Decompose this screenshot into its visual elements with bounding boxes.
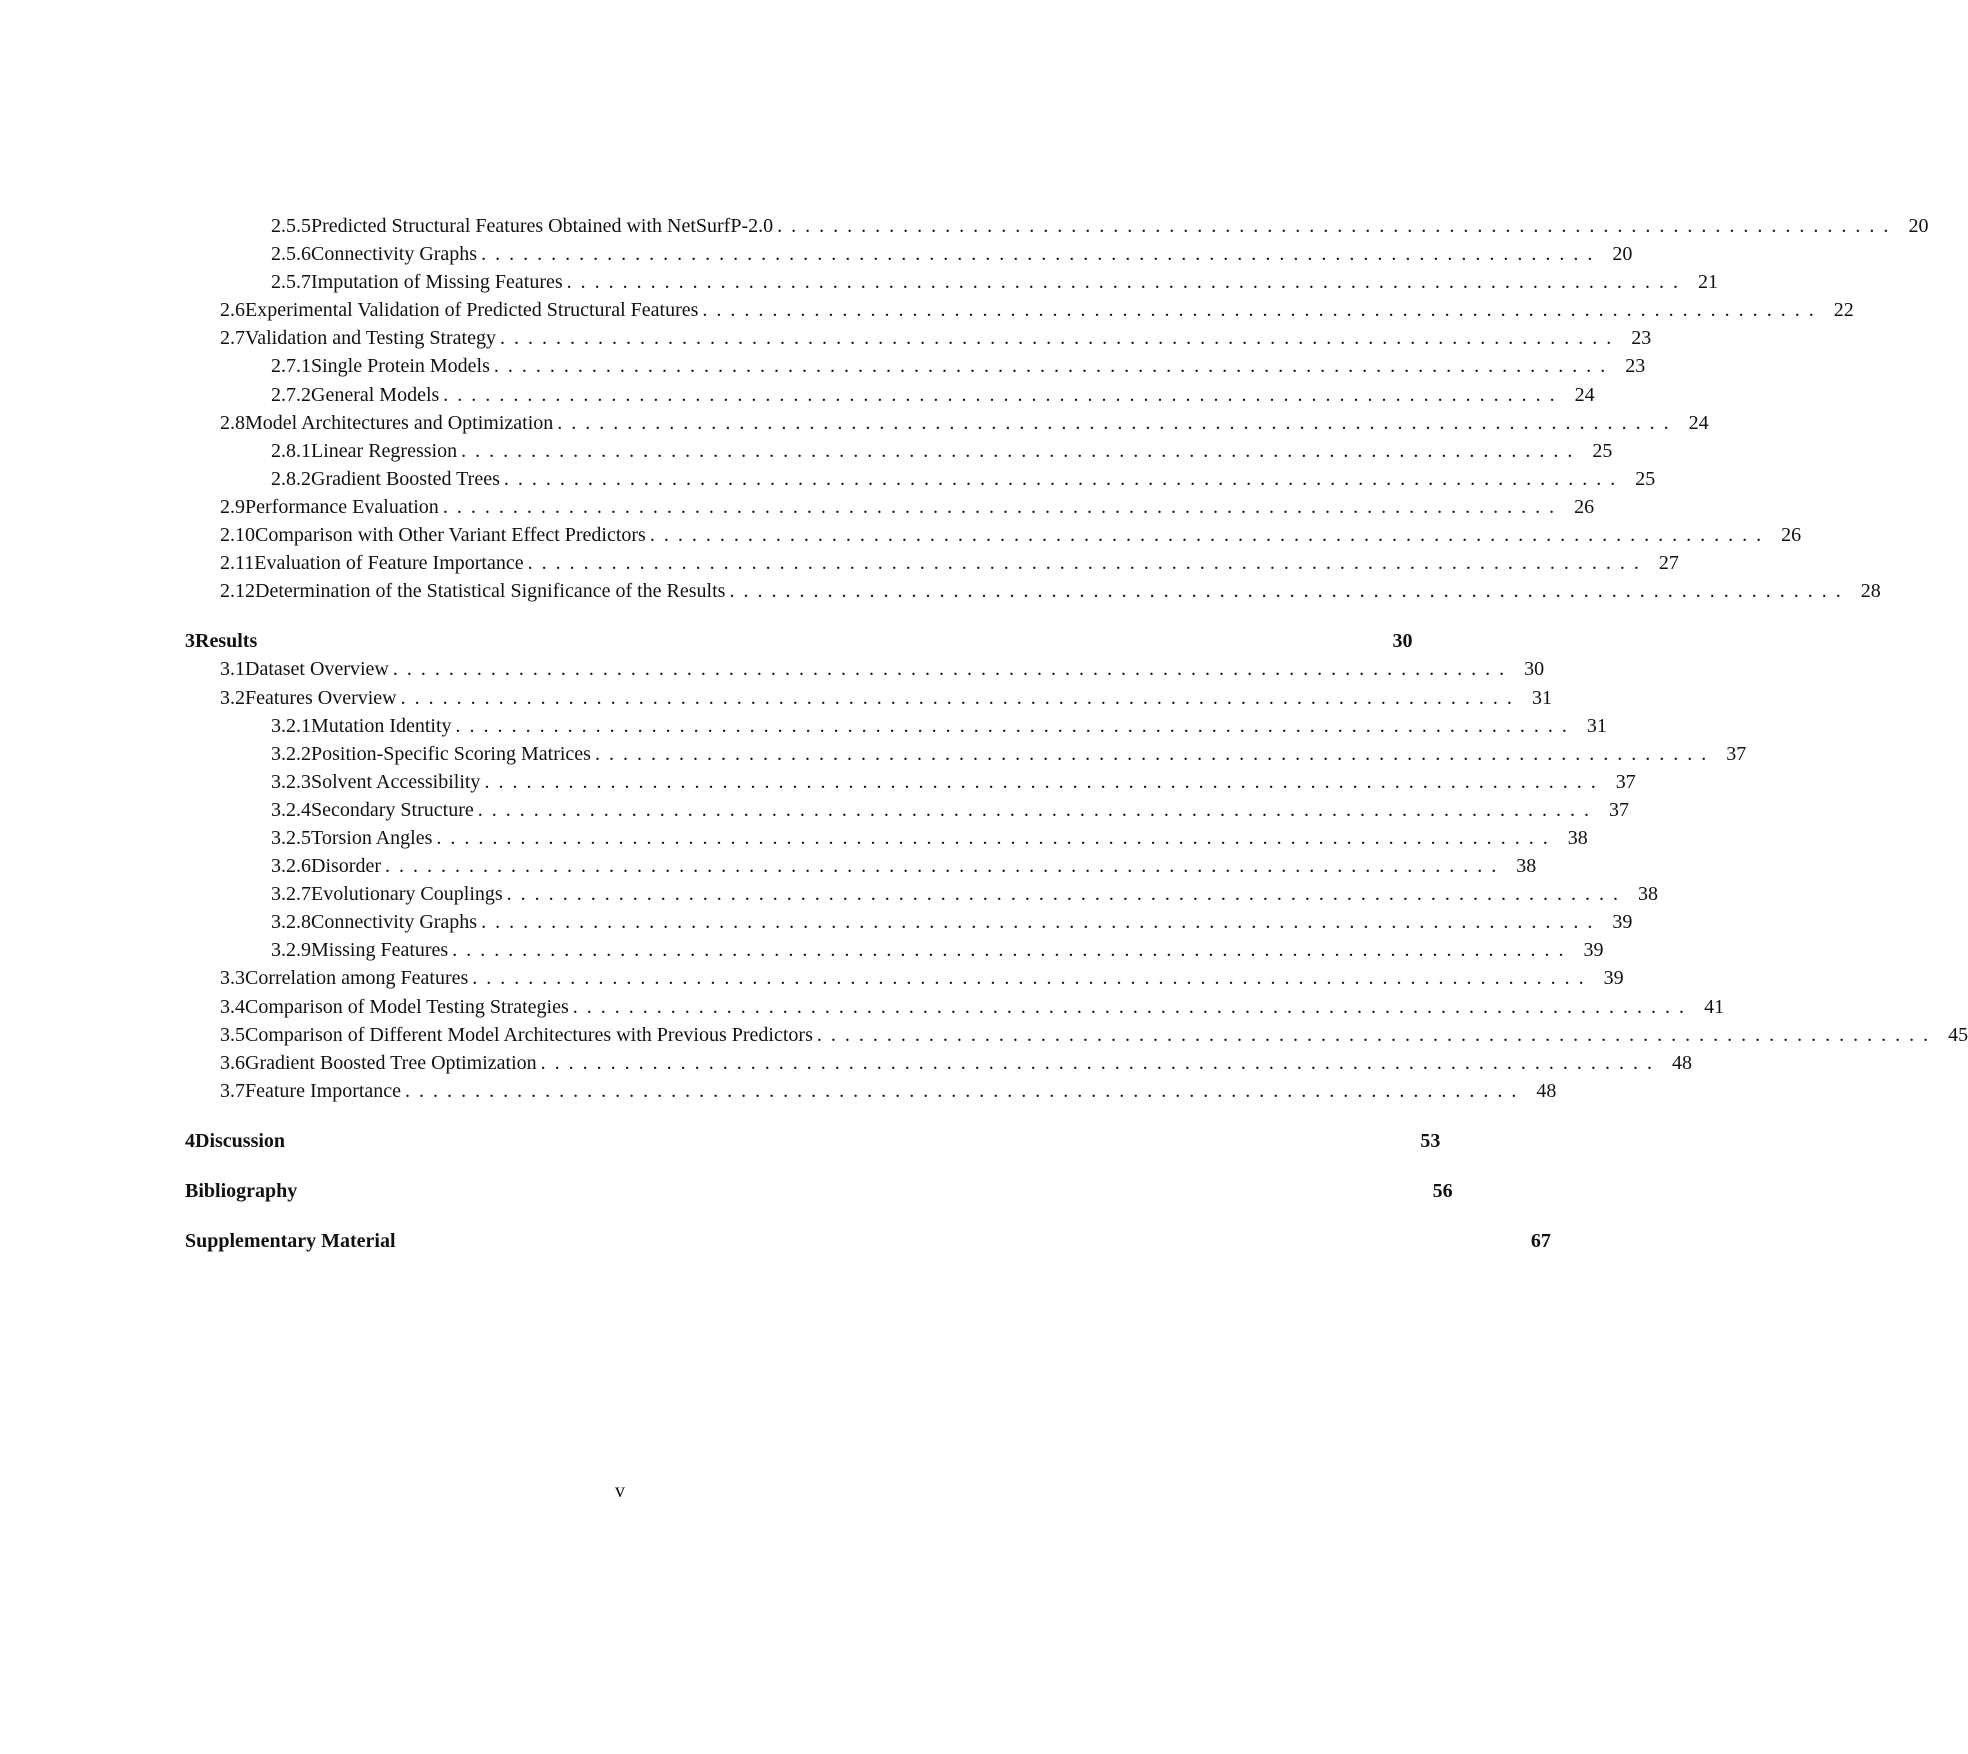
entry-number: 3.5 [220,1023,245,1046]
dot-leader: . . . . . . . . . . . . . . . . . . . . . . . . . . . . . . . . . . . . . . . . . . . . . . . . . . . . . . . . . . . . . . . . . . . . . . . . . . . . . . . . [484,770,1596,793]
dot-leader: . . . . . . . . . . . . . . . . . . . . . . . . . . . . . . . . . . . . . . . . . . . . . . . . . . . . . . . . . . . . . . . . . . . . . . . . . . . . . . . . [506,883,1618,906]
toc-entry[interactable] [185,268,1718,296]
toc-entry[interactable] [185,212,1929,240]
entry-number: 2.5.5 [271,215,311,237]
toc-entry[interactable] [185,324,1652,352]
entry-title: Secondary Structure [311,798,474,821]
entry-title: Dataset Overview [245,658,389,681]
entry-title: Performance Evaluation [245,495,439,518]
entry-number: 2.7.1 [271,355,311,378]
entry-page: 23 [1625,355,1646,378]
entry-title: Connectivity Graphs [311,911,478,934]
toc-entry[interactable] [185,296,1854,324]
entry-title: Gradient Boosted Trees [311,467,500,490]
entry-number: 3 [185,630,195,653]
entry-title: Discussion [195,1129,286,1152]
dot-leader: . . . . . . . . . . . . . . . . . . . . . . . . . . . . . . . . . . . . . . . . . . . . . . . . . . . . . . . . . . . . . . . . . . . . . . . . . . . . . . . . [816,1023,1929,1046]
page-number: v [615,1480,625,1502]
entry-title: Features Overview [245,686,397,709]
entry-number: 3.2.8 [271,911,311,934]
toc-entry[interactable] [185,796,1630,824]
dot-leader: . . . . . . . . . . . . . . . . . . . . . . . . . . . . . . . . . . . . . . . . . . . . . . . . . . . . . . . . . . . . . . . . . . . . . . . . . . . . . . . . [527,552,1639,575]
entry-number: 3.4 [220,995,245,1018]
entry-page: 38 [1516,855,1537,878]
toc-entry[interactable] [185,549,1679,577]
table-of-contents [185,212,1968,1255]
entry-number: 3.2.3 [271,770,311,793]
entry-page: 30 [1524,658,1545,681]
entry-page: 56 [1432,1180,1453,1202]
entry-title: Validation and Testing Strategy [245,327,496,350]
dot-leader: . . . . . . . . . . . . . . . . . . . . . . . . . . . . . . . . . . . . . . . . . . . . . . . . . . . . . . . . . . . . . . . . . . . . . . . . . . . . . . . . [392,658,1505,681]
entry-number: 3.2.5 [271,826,311,849]
entry-number: 2.8 [220,411,245,434]
entry-number: 2.5.6 [271,243,311,266]
toc-entry[interactable] [185,409,1709,437]
entry-title: Solvent Accessibility [311,770,481,793]
toc-entry[interactable] [185,852,1537,880]
toc-entry[interactable] [185,1021,1968,1049]
entry-page: 25 [1592,439,1613,462]
toc-entry[interactable] [185,437,1613,465]
entry-title: Results [195,630,258,653]
entry-number: 4 [185,1129,195,1152]
entry-title: Gradient Boosted Tree Optimization [245,1051,537,1074]
dot-leader: . . . . . . . . . . . . . . . . . . . . . . . . . . . . . . . . . . . . . . . . . . . . . . . . . . . . . . . . . . . . . . . . . . . . . . . . . . . . . . . . [729,580,1841,603]
dot-leader: . . . . . . . . . . . . . . . . . . . . . . . . . . . . . . . . . . . . . . . . . . . . . . . . . . . . . . . . . . . . . . . . . . . . . . . . . . . . . . . . [472,967,1584,990]
dot-leader: . . . . . . . . . . . . . . . . . . . . . . . . . . . . . . . . . . . . . . . . . . . . . . . . . . . . . . . . . . . . . . . . . . . . . . . . . . . . . . . . [493,355,1606,378]
entry-page: 39 [1583,939,1604,962]
dot-leader: . . . . . . . . . . . . . . . . . . . . . . . . . . . . . . . . . . . . . . . . . . . . . . . . . . . . . . . . . . . . . . . . . . . . . . . . . . . . . . . . [452,939,1564,962]
entry-page: 39 [1603,967,1624,990]
toc-entry[interactable] [185,684,1552,712]
entry-page: 31 [1586,714,1607,737]
dot-leader: . . . . . . . . . . . . . . . . . . . . . . . . . . . . . . . . . . . . . . . . . . . . . . . . . . . . . . . . . . . . . . . . . . . . . . . . . . . . . . . . [400,686,1512,709]
entry-number: 2.7 [220,327,245,350]
entry-number: 2.8.1 [271,439,311,462]
dot-leader: . . . . . . . . . . . . . . . . . . . . . . . . . . . . . . . . . . . . . . . . . . . . . . . . . . . . . . . . . . . . . . . . . . . . . . . . . . . . . . . . [481,243,1593,266]
toc-chapter-entry[interactable] [185,1227,1551,1255]
entry-number: 2.7.2 [271,383,311,406]
entry-title: General Models [311,383,440,406]
entry-title: Determination of the Statistical Significance of the Results [255,580,726,603]
entry-number: 3.2.1 [271,714,311,737]
toc-chapter-entry[interactable] [185,1127,1441,1155]
entry-page: 20 [1612,243,1633,266]
entry-number: 3.7 [220,1079,245,1102]
toc-entry[interactable] [185,936,1604,964]
toc-entry[interactable] [185,493,1595,521]
dot-leader: . . . . . . . . . . . . . . . . . . . . . . . . . . . . . . . . . . . . . . . . . . . . . . . . . . . . . . . . . . . . . . . . . . . . . . . . . . . . . . . . [572,995,1685,1018]
entry-title: Model Architectures and Optimization [245,411,554,434]
toc-entry[interactable] [185,655,1545,683]
dot-leader: . . . . . . . . . . . . . . . . . . . . . . . . . . . . . . . . . . . . . . . . . . . . . . . . . . . . . . . . . . . . . . . . . . . . . . . . . . . . . . . . [702,299,1814,322]
entry-title: Experimental Validation of Predicted Structural Features [245,299,699,322]
entry-number: 2.6 [220,299,245,322]
entry-page: 39 [1612,911,1633,934]
toc-entry[interactable] [185,993,1725,1021]
entry-title: Comparison of Different Model Architectures with Previous Predictors [245,1023,813,1046]
dot-leader: . . . . . . . . . . . . . . . . . . . . . . . . . . . . . . . . . . . . . . . . . . . . . . . . . . . . . . . . . . . . . . . . . . . . . . . . . . . . . . . . [461,439,1573,462]
entry-page: 26 [1781,524,1802,547]
entry-page: 45 [1948,1023,1968,1046]
entry-number: 3.6 [220,1051,245,1074]
entry-page: 41 [1704,995,1725,1018]
entry-number: 3.2.4 [271,798,311,821]
dot-leader: . . . . . . . . . . . . . . . . . . . . . . . . . . . . . . . . . . . . . . . . . . . . . . . . . . . . . . . . . . . . . . . . . . . . . . . . . . . . . . . . [503,467,1616,490]
entry-number: 3.3 [220,967,245,990]
entry-number: 2.12 [220,580,255,603]
entry-page: 25 [1635,467,1656,490]
entry-title: Evaluation of Feature Importance [254,552,524,575]
entry-title: Connectivity Graphs [311,243,478,266]
dot-leader: . . . . . . . . . . . . . . . . . . . . . . . . . . . . . . . . . . . . . . . . . . . . . . . . . . . . . . . . . . . . . . . . . . . . . . . . . . . . . . . . [455,714,1567,737]
entry-page: 31 [1531,686,1552,709]
entry-page: 24 [1688,411,1709,434]
entry-number: 2.10 [220,524,255,547]
dot-leader: . . . . . . . . . . . . . . . . . . . . . . . . . . . . . . . . . . . . . . . . . . . . . . . . . . . . . . . . . . . . . . . . . . . . . . . . . . . . . . . . [477,798,1590,821]
toc-entry[interactable] [185,908,1633,936]
toc-entry[interactable] [185,240,1633,268]
entry-page: 37 [1726,742,1747,765]
entry-title: Predicted Structural Features Obtained with NetSurfP-2.0 [311,215,774,237]
toc-entry[interactable] [185,465,1656,493]
entry-number: 2.9 [220,495,245,518]
toc-entry[interactable] [185,1077,1557,1105]
entry-number: 3.2.2 [271,742,311,765]
entry-page: 48 [1671,1051,1692,1074]
entry-title: Feature Importance [245,1079,402,1102]
toc-entry[interactable] [185,381,1595,409]
toc-entry[interactable] [185,964,1624,992]
dot-leader: . . . . . . . . . . . . . . . . . . . . . . . . . . . . . . . . . . . . . . . . . . . . . . . . . . . . . . . . . . . . . . . . . . . . . . . . . . . . . . . . [384,855,1497,878]
toc-entry[interactable] [185,352,1646,380]
dot-leader: . . . . . . . . . . . . . . . . . . . . . . . . . . . . . . . . . . . . . . . . . . . . . . . . . . . . . . . . . . . . . . . . . . . . . . . . . . . . . . . . [481,911,1593,934]
entry-number: 2.5.7 [271,271,311,294]
entry-number: 3.2.9 [271,939,311,962]
dot-leader: . . . . . . . . . . . . . . . . . . . . . . . . . . . . . . . . . . . . . . . . . . . . . . . . . . . . . . . . . . . . . . . . . . . . . . . . . . . . . . . . [540,1051,1652,1074]
entry-number: 2.8.2 [271,467,311,490]
toc-entry[interactable] [185,521,1802,549]
entry-number: 3.1 [220,658,245,681]
toc-entry[interactable] [185,768,1636,796]
entry-page: 21 [1697,271,1718,294]
entry-page: 38 [1637,883,1658,906]
entry-title: Correlation among Features [245,967,469,990]
dot-leader: . . . . . . . . . . . . . . . . . . . . . . . . . . . . . . . . . . . . . . . . . . . . . . . . . . . . . . . . . . . . . . . . . . . . . . . . . . . . . . . . [557,411,1669,434]
entry-number: 3.2 [220,686,245,709]
toc-entry[interactable] [185,880,1658,908]
toc-chapter-entry[interactable] [185,1177,1453,1205]
entry-title: Comparison of Model Testing Strategies [245,995,569,1018]
entry-page: 53 [1420,1129,1441,1152]
entry-title: Linear Regression [311,439,458,462]
entry-page: 48 [1536,1079,1557,1102]
toc-entry[interactable] [185,740,1747,768]
dot-leader: . . . . . . . . . . . . . . . . . . . . . . . . . . . . . . . . . . . . . . . . . . . . . . . . . . . . . . . . . . . . . . . . . . . . . . . . . . . . . . . . [442,495,1555,518]
toc-entry[interactable] [185,1049,1692,1077]
dot-leader: . . . . . . . . . . . . . . . . . . . . . . . . . . . . . . . . . . . . . . . . . . . . . . . . . . . . . . . . . . . . . . . . . . . . . . . . . . . . . . . . [594,742,1707,765]
entry-page: 22 [1833,299,1854,322]
entry-page: 23 [1631,327,1652,350]
entry-number: 2.11 [220,552,255,575]
dot-leader: . . . . . . . . . . . . . . . . . . . . . . . . . . . . . . . . . . . . . . . . . . . . . . . . . . . . . . . . . . . . . . . . . . . . . . . . . . . . . . . . [649,524,1762,547]
entry-page: 20 [1908,215,1929,237]
entry-page: 28 [1860,580,1881,603]
toc-entry[interactable] [185,577,1881,605]
dot-leader: . . . . . . . . . . . . . . . . . . . . . . . . . . . . . . . . . . . . . . . . . . . . . . . . . . . . . . . . . . . . . . . . . . . . . . . . . . . . . . . . [443,383,1555,406]
entry-title: Imputation of Missing Features [311,271,563,294]
entry-title: Missing Features [311,939,449,962]
entry-page: 30 [1392,630,1413,653]
entry-title: Comparison with Other Variant Effect Predictors [255,524,646,547]
entry-title: Single Protein Models [311,355,490,378]
entry-page: 24 [1574,383,1595,406]
dot-leader: . . . . . . . . . . . . . . . . . . . . . . . . . . . . . . . . . . . . . . . . . . . . . . . . . . . . . . . . . . . . . . . . . . . . . . . . . . . . . . . . [436,826,1548,849]
entry-page: 37 [1615,770,1636,793]
entry-page: 67 [1530,1230,1551,1253]
entry-page: 26 [1574,495,1595,518]
entry-title: Bibliography [185,1180,298,1202]
toc-entry[interactable] [185,712,1607,740]
entry-number: 3.2.7 [271,883,311,906]
entry-title: Evolutionary Couplings [311,883,503,906]
entry-title: Supplementary Material [185,1230,396,1253]
dot-leader: . . . . . . . . . . . . . . . . . . . . . . . . . . . . . . . . . . . . . . . . . . . . . . . . . . . . . . . . . . . . . . . . . . . . . . . . . . . . . . . . [777,215,1889,237]
entry-title: Mutation Identity [311,714,452,737]
dot-leader: . . . . . . . . . . . . . . . . . . . . . . . . . . . . . . . . . . . . . . . . . . . . . . . . . . . . . . . . . . . . . . . . . . . . . . . . . . . . . . . . [405,1079,1517,1102]
entry-page: 27 [1658,552,1679,575]
entry-number: 3.2.6 [271,855,311,878]
entry-page: 37 [1609,798,1630,821]
entry-page: 38 [1567,826,1588,849]
entry-title: Disorder [311,855,381,878]
toc-entry[interactable] [185,824,1588,852]
dot-leader: . . . . . . . . . . . . . . . . . . . . . . . . . . . . . . . . . . . . . . . . . . . . . . . . . . . . . . . . . . . . . . . . . . . . . . . . . . . . . . . . [566,271,1678,294]
entry-title: Torsion Angles [311,826,433,849]
toc-chapter-entry[interactable] [185,627,1413,655]
entry-title: Position-Specific Scoring Matrices [311,742,591,765]
dot-leader: . . . . . . . . . . . . . . . . . . . . . . . . . . . . . . . . . . . . . . . . . . . . . . . . . . . . . . . . . . . . . . . . . . . . . . . . . . . . . . . . [499,327,1612,350]
